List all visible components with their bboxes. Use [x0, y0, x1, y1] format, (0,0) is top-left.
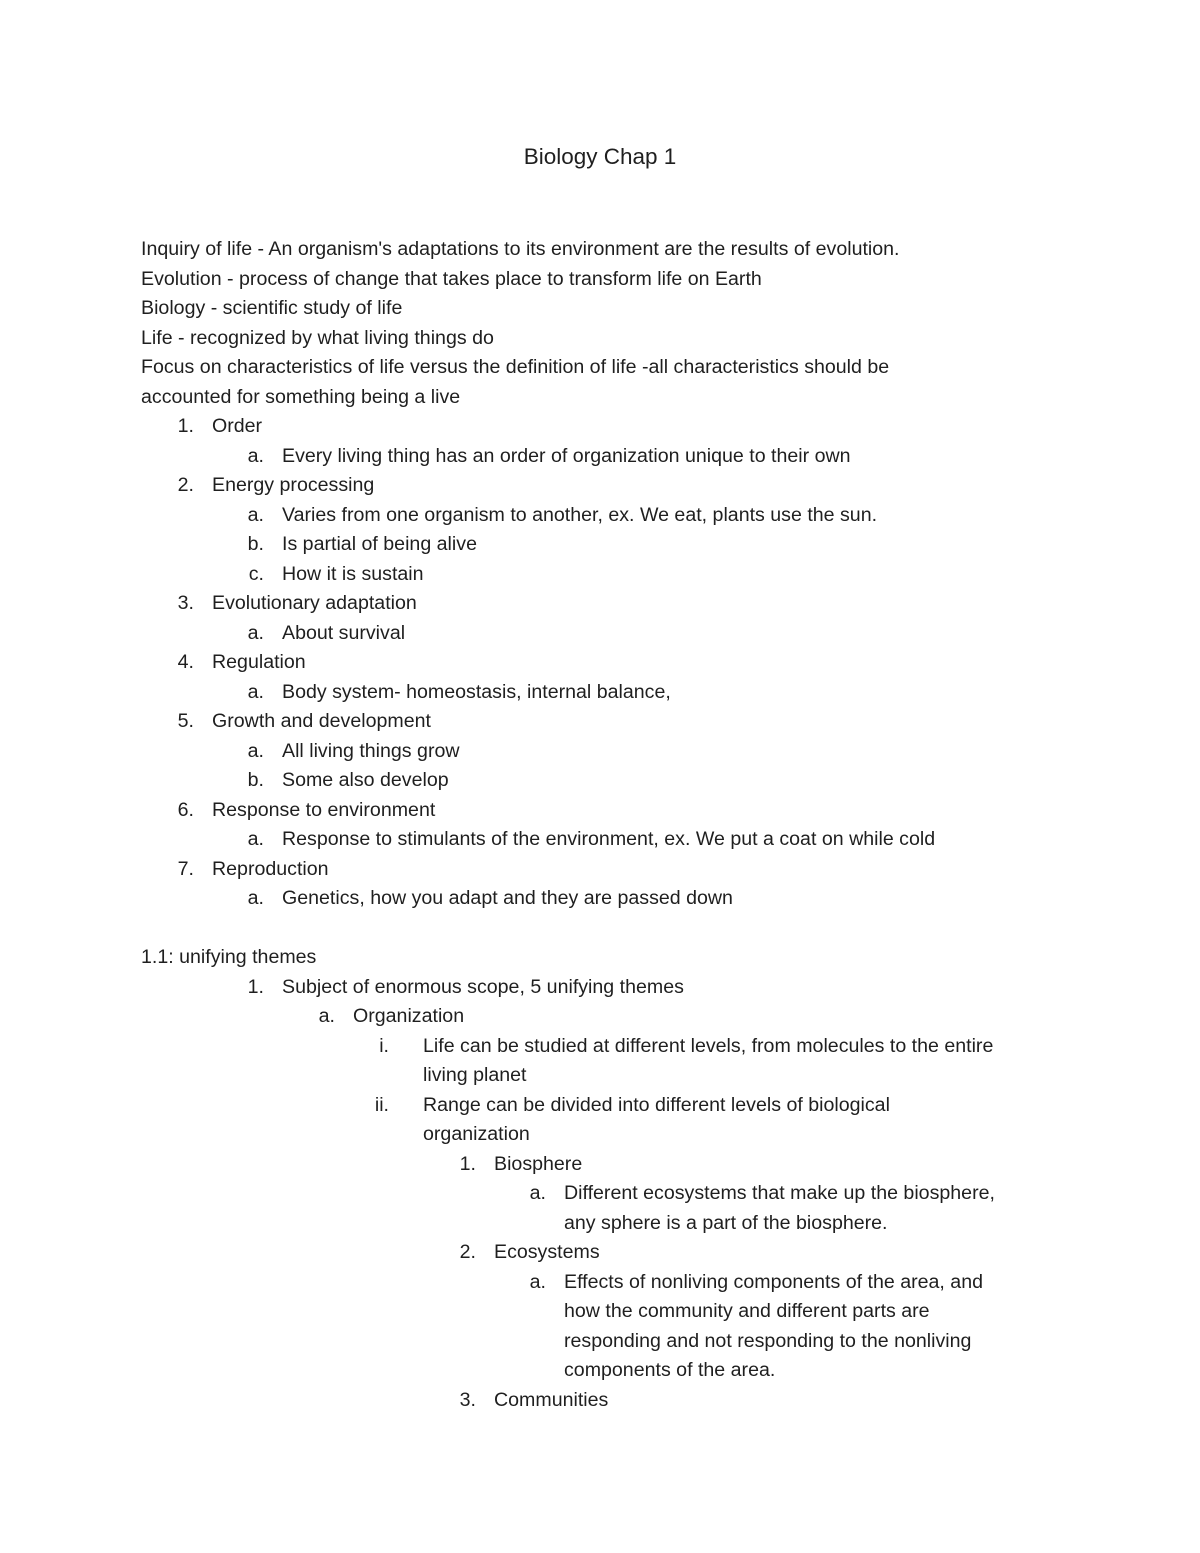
- list-marker: a.: [247, 739, 264, 762]
- line-text: Evolutionary adaptation: [212, 592, 417, 614]
- list-marker: a.: [529, 1182, 546, 1204]
- list-marker: c.: [248, 562, 264, 585]
- list-marker: 3.: [459, 1388, 476, 1411]
- line-text: Focus on characteristics of life versus the definition of life -all characteristics should be: [141, 356, 890, 378]
- line-text: Different ecosystems that make up the biosphere,: [564, 1182, 995, 1204]
- list-marker: b.: [247, 533, 264, 555]
- line-text: Inquiry of life - An organism's adaptations to its environment are the results of evolution.: [141, 238, 900, 260]
- list-marker: 2.: [459, 1241, 476, 1263]
- line-text: How it is sustain: [282, 562, 424, 585]
- list-marker: b.: [247, 769, 264, 791]
- line-text: Is partial of being alive: [282, 533, 477, 555]
- line-text: any sphere is a part of the biosphere.: [564, 1211, 888, 1234]
- page-title: Biology Chap 1: [523, 144, 677, 169]
- line-text: Varies from one organism to another, ex. We eat, plants use the sun.: [282, 503, 878, 526]
- line-text: Life - recognized by what living things do: [141, 326, 494, 349]
- line-text: how the community and different parts are: [564, 1300, 930, 1322]
- line-text: Reproduction: [212, 857, 329, 880]
- list-marker: a.: [247, 444, 264, 467]
- list-marker: 1.: [459, 1152, 476, 1175]
- line-text: Organization: [353, 1005, 465, 1027]
- list-marker: a.: [247, 828, 264, 850]
- line-text: Order: [212, 415, 263, 437]
- line-text: Genetics, how you adapt and they are passed down: [282, 887, 733, 909]
- list-marker: a.: [247, 680, 264, 703]
- list-marker: 2.: [177, 474, 194, 496]
- line-text: Some also develop: [282, 769, 449, 791]
- line-text: Regulation: [212, 651, 306, 673]
- line-text: Response to stimulants of the environment, ex. We put a coat on while cold: [282, 828, 936, 850]
- line-text: Effects of nonliving components of the area, and: [564, 1270, 983, 1293]
- line-text: 1.1: unifying themes: [141, 946, 317, 968]
- line-text: All living things grow: [282, 739, 460, 762]
- list-marker: a.: [529, 1270, 546, 1293]
- line-text: Ecosystems: [494, 1241, 600, 1263]
- line-text: Energy processing: [212, 474, 375, 496]
- list-marker: a.: [318, 1005, 335, 1027]
- list-marker: 7.: [177, 857, 194, 880]
- line-text: About survival: [282, 621, 406, 644]
- list-marker: 1.: [177, 415, 194, 437]
- line-text: components of the area.: [564, 1359, 776, 1381]
- list-marker: 4.: [177, 651, 194, 673]
- list-marker: 3.: [177, 592, 194, 614]
- line-text: organization: [423, 1123, 530, 1145]
- line-text: Every living thing has an order of organization unique to their own: [282, 444, 851, 467]
- line-text: Growth and development: [212, 710, 431, 732]
- line-text: living planet: [423, 1064, 527, 1086]
- line-text: Biosphere: [494, 1152, 583, 1175]
- line-text: Body system- homeostasis, internal balance,: [282, 680, 671, 703]
- list-marker: a.: [247, 887, 264, 909]
- list-marker: ii.: [374, 1093, 389, 1116]
- line-text: Life can be studied at different levels, from molecules to the entire: [423, 1034, 994, 1057]
- line-text: Subject of enormous scope, 5 unifying themes: [282, 975, 684, 998]
- line-text: accounted for something being a live: [141, 385, 461, 408]
- list-marker: a.: [247, 503, 264, 526]
- list-marker: 5.: [177, 710, 194, 732]
- line-text: Range can be divided into different levels of biological: [423, 1093, 890, 1116]
- line-text: Communities: [494, 1388, 609, 1411]
- line-text: responding and not responding to the nonliving: [564, 1329, 972, 1352]
- list-marker: 1.: [247, 975, 264, 998]
- list-marker: a.: [247, 621, 264, 644]
- line-text: Biology - scientific study of life: [141, 297, 403, 319]
- line-text: Evolution - process of change that takes place to transform life on Earth: [141, 267, 762, 290]
- line-text: Response to environment: [212, 798, 436, 821]
- list-marker: 6.: [177, 798, 194, 821]
- list-marker: i.: [379, 1034, 389, 1057]
